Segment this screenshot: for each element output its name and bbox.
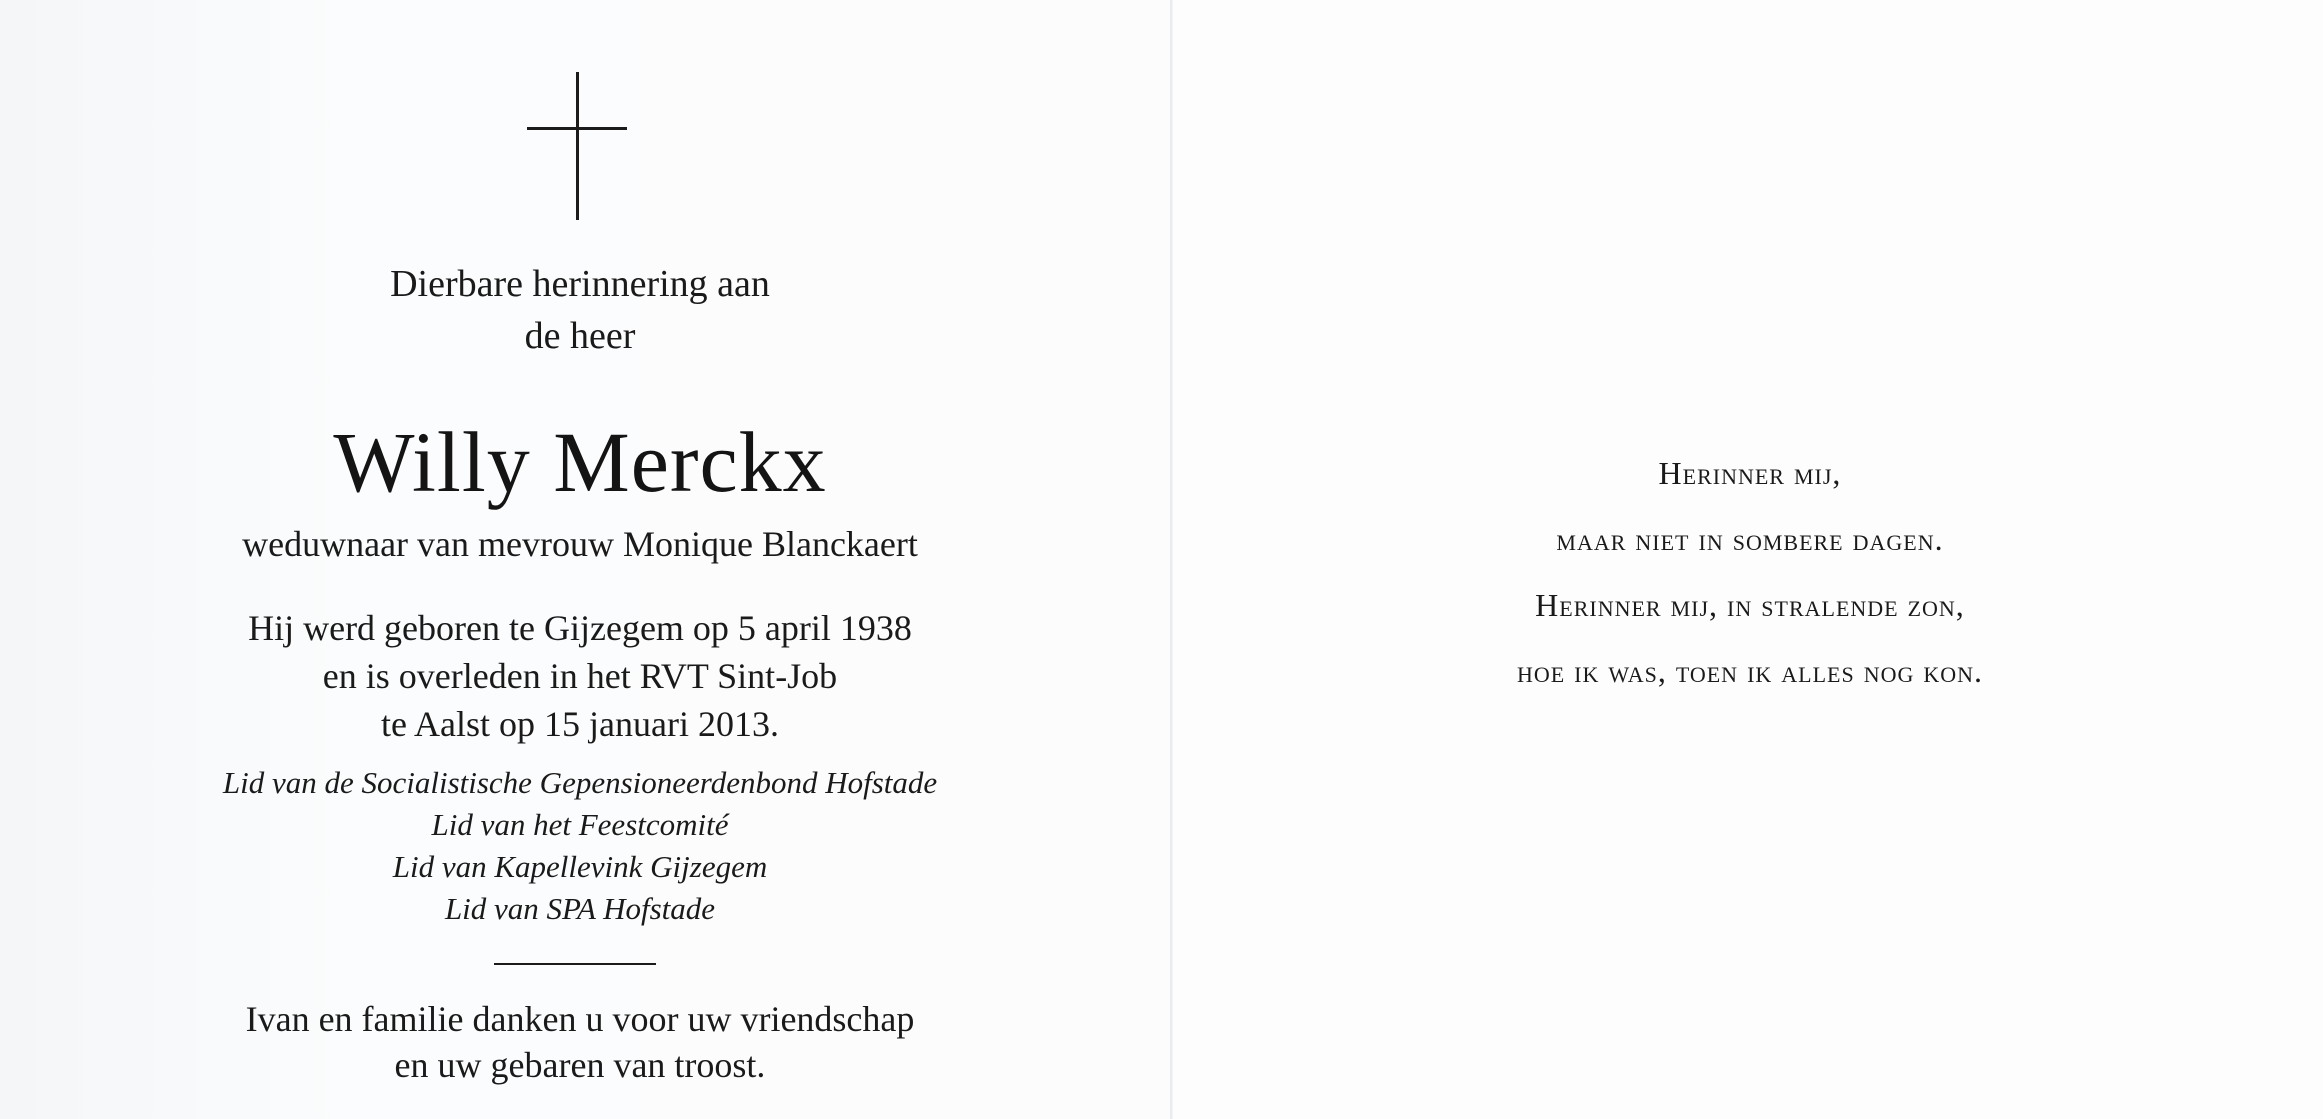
intro-text (0, 258, 1160, 362)
life-line: te Aalst op 15 januari 2013. (381, 704, 779, 744)
deceased-name: Willy Merckx (333, 414, 827, 510)
life-line: en is overleden in het RVT Sint-Job (322, 656, 838, 696)
cross-vertical-bar (576, 72, 579, 220)
thanks-text (0, 996, 1160, 1088)
poem-line: Herinner mij, in stralende zon, (1535, 587, 1965, 623)
membership-item: Lid van Kapellevink Gijzegem (392, 849, 768, 884)
life-line: Hij werd geboren te Gijzegem op 5 april 1938 (248, 608, 912, 648)
cross-icon (527, 72, 627, 220)
membership-item: Lid van SPA Hofstade (444, 891, 716, 926)
poem-line: Herinner mij, (1658, 455, 1842, 491)
spouse-line: weduwnaar van mevrouw Monique Blanckaert (242, 524, 918, 564)
intro-line: Dierbare herinnering aan (390, 263, 770, 305)
cross-horizontal-bar (527, 127, 627, 130)
memberships (0, 762, 1160, 930)
thanks-line: en uw gebaren van troost. (394, 1045, 766, 1085)
membership-item: Lid van de Socialistische Gepensioneerdenbond Hofstade (222, 765, 938, 800)
thanks-line: Ivan en familie danken u voor uw vriendschap (245, 999, 915, 1039)
intro-line: de heer (524, 315, 636, 357)
poem-line: maar niet in sombere dagen. (1556, 521, 1944, 557)
poem (1180, 440, 2320, 704)
life-details (0, 604, 1160, 748)
membership-item: Lid van het Feestcomité (431, 807, 729, 842)
divider (494, 963, 656, 965)
poem-line: hoe ik was, toen ik alles nog kon. (1516, 653, 1984, 689)
